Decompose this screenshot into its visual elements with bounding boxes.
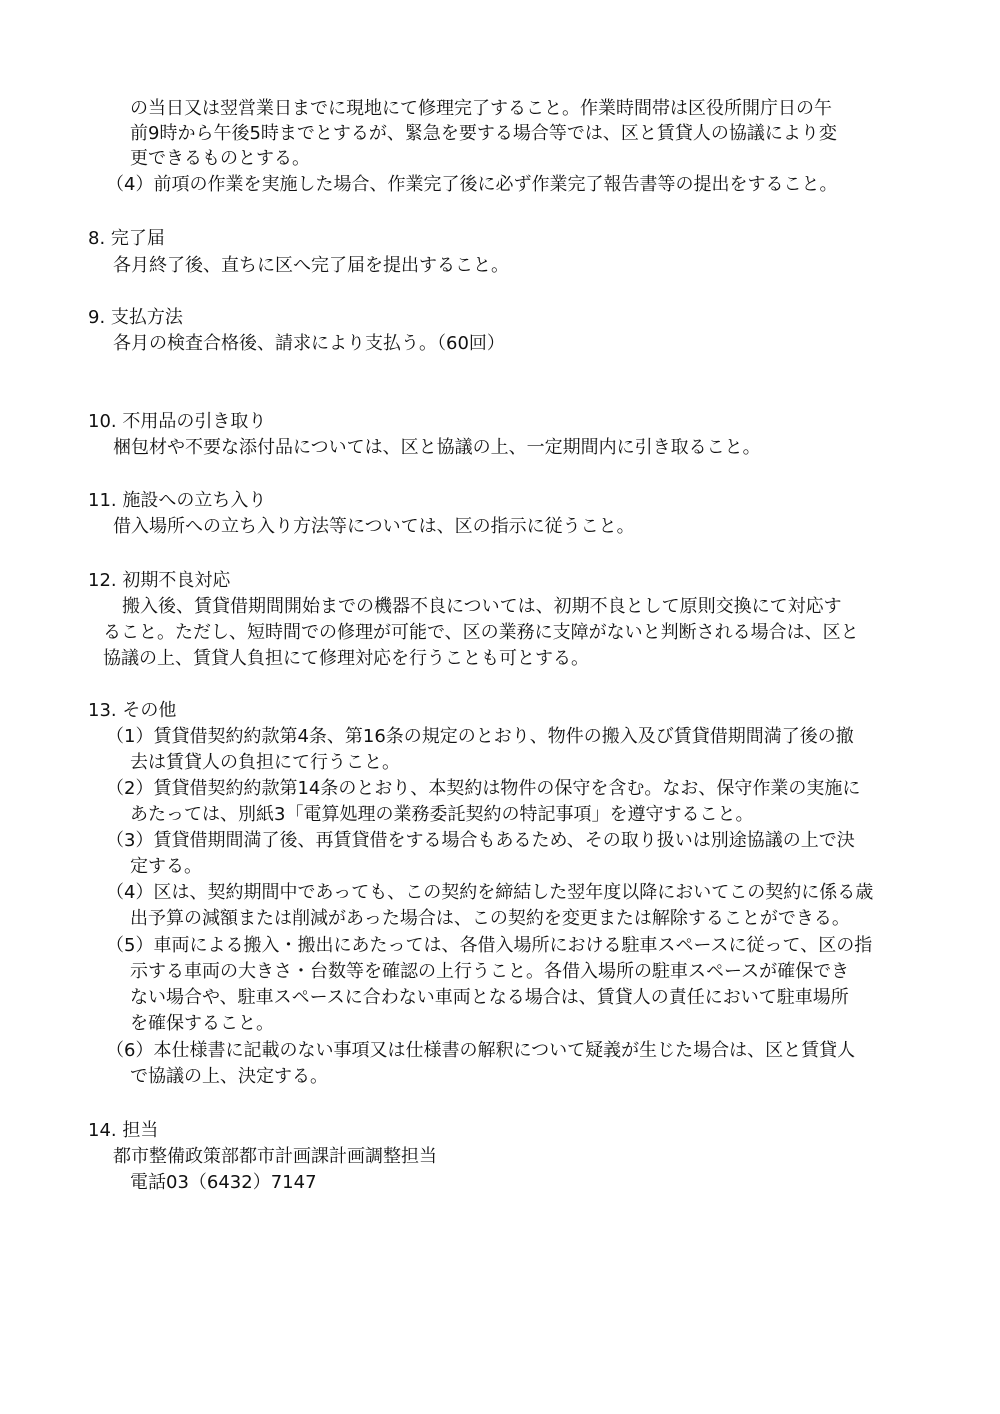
section-13-item-4-line-1: （4）区は、契約期間中であっても、この契約を締結した翌年度以降においてこの契約に係る歳: [106, 882, 874, 903]
section-12-line-2: ること。ただし、短時間での修理が可能で、区の業務に支障がないと判断される場合は、区と: [103, 622, 859, 643]
section-heading-8: 8. 完了届: [88, 228, 165, 249]
section-13-item-1-line-1: （1）賃貸借契約約款第4条、第16条の規定のとおり、物件の搬入及び賃貸借期間満了後の撤: [106, 726, 854, 747]
section-13-item-5-line-3: ない場合や、駐車スペースに合わない車両となる場合は、賃貸人の責任において駐車場所: [130, 987, 849, 1008]
section-8-line-1: 各月終了後、直ちに区へ完了届を提出すること。: [113, 255, 509, 276]
section-11-line-1: 借入場所への立ち入り方法等については、区の指示に従うこと。: [113, 516, 635, 537]
contact-department: 都市整備政策部都市計画課計画調整担当: [113, 1146, 437, 1167]
continuation-line-2: 前9時から午後5時までとするが、緊急を要する場合等では、区と賃貸人の協議により変: [130, 123, 837, 144]
section-13-item-2-line-2: あたっては、別紙3「電算処理の業務委託契約の特記事項」を遵守すること。: [130, 804, 754, 825]
section-12-line-1: 搬入後、賃貸借期間開始までの機器不良については、初期不良として原則交換にて対応す: [122, 596, 842, 617]
continuation-line-3: 更できるものとする。: [130, 148, 310, 169]
section-13-item-3-line-1: （3）賃貸借期間満了後、再賃貸借をする場合もあるため、その取り扱いは別途協議の上で決: [106, 830, 855, 851]
continuation-item-4: （4）前項の作業を実施した場合、作業完了後に必ず作業完了報告書等の提出をすること。: [106, 174, 838, 195]
section-heading-14: 14. 担当: [88, 1120, 159, 1141]
section-13-item-5-line-2: 示する車両の大きさ・台数等を確認の上行うこと。各借入場所の駐車スペースが確保でき: [130, 961, 850, 982]
section-13-item-3-line-2: 定する。: [130, 856, 202, 877]
section-heading-10: 10. 不用品の引き取り: [88, 411, 267, 432]
section-heading-9: 9. 支払方法: [88, 307, 183, 328]
section-12-line-3: 協議の上、賃貸人負担にて修理対応を行うことも可とする。: [103, 648, 589, 669]
section-9-line-1: 各月の検査合格後、請求により支払う。（60回）: [113, 333, 505, 354]
section-13-item-5-line-1: （5）車両による搬入・搬出にあたっては、各借入場所における駐車スペースに従って、区の指: [106, 935, 873, 956]
section-heading-11: 11. 施設への立ち入り: [88, 490, 267, 511]
section-10-line-1: 梱包材や不要な添付品については、区と協議の上、一定期間内に引き取ること。: [113, 437, 761, 458]
section-13-item-4-line-2: 出予算の減額または削減があった場合は、この契約を変更または解除することができる。: [130, 908, 850, 929]
section-heading-12: 12. 初期不良対応: [88, 570, 231, 591]
continuation-line-1: の当日又は翌営業日までに現地にて修理完了すること。作業時間帯は区役所開庁日の午: [130, 98, 832, 119]
section-13-item-5-line-4: を確保すること。: [130, 1013, 274, 1034]
contact-phone: 電話03（6432）7147: [130, 1172, 317, 1193]
section-13-item-2-line-1: （2）賃貸借契約約款第14条のとおり、本契約は物件の保守を含む。なお、保守作業の実施に: [106, 778, 861, 799]
section-13-item-6-line-2: で協議の上、決定する。: [130, 1066, 328, 1087]
section-13-item-1-line-2: 去は賃貸人の負担にて行うこと。: [130, 752, 400, 773]
section-heading-13: 13. その他: [88, 700, 177, 721]
section-13-item-6-line-1: （6）本仕様書に記載のない事項又は仕様書の解釈について疑義が生じた場合は、区と賃貸人: [106, 1040, 856, 1061]
